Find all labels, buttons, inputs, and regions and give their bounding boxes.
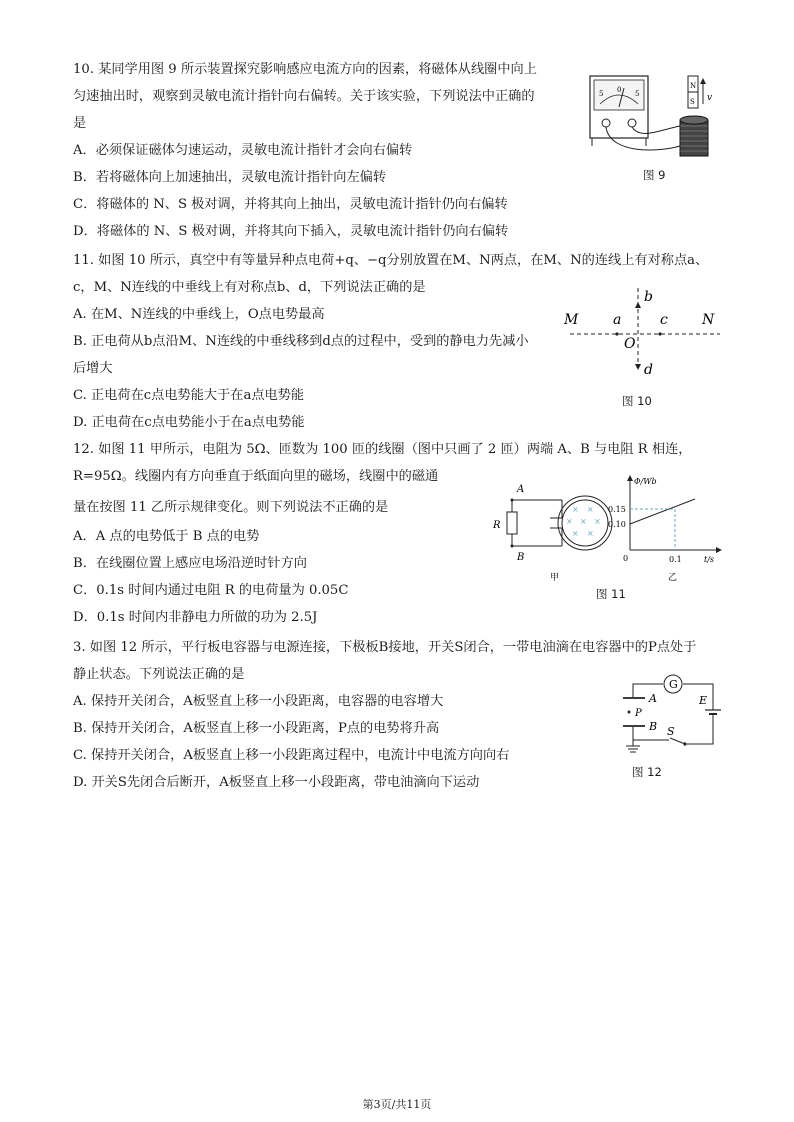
q10-line-3: 是 (73, 116, 87, 131)
switch-s-label: S (667, 725, 675, 738)
q12-option-c: C．0.1s 时间内通过电阻 R 的电荷量为 0.05C (73, 583, 349, 598)
q10-line-1: 10. 某同学用图 9 所示装置探究影响感应电流方向的因素，将磁体从线圈中向上 (73, 62, 537, 77)
label-yi: 乙 (668, 573, 678, 583)
point-p-label: P (635, 708, 642, 719)
time-axis-label-text: t/s (704, 555, 715, 564)
plate-b-label: B (649, 720, 658, 733)
velocity-label: v (707, 93, 713, 103)
svg-text:×: × (572, 505, 579, 514)
tick-01: 0.1 (669, 555, 682, 564)
magnet-n-label: N (690, 82, 697, 90)
galvanometer-coil-diagram (580, 60, 730, 165)
scale-right-label: 5 (635, 90, 640, 98)
label-n: N (702, 312, 715, 328)
figure-9 (580, 60, 730, 165)
label-b: b (644, 289, 653, 305)
q11-option-d: D. 正电荷在c点电势能小于在a点电势能 (73, 415, 305, 430)
svg-text:×: × (580, 517, 587, 526)
svg-text:×: × (587, 529, 594, 538)
label-resistor: R (493, 520, 501, 531)
q11-option-b-cont: 后增大 (73, 361, 113, 376)
figure-10 (560, 282, 730, 382)
q10-option-a: A．必须保证磁体匀速运动，灵敏电流计指针才会向右偏转 (73, 143, 413, 158)
svg-text:×: × (587, 505, 594, 514)
q10-option-c: C．将磁体的 N、S 极对调，并将其向上抽出，灵敏电流计指针仍向右偏转 (73, 197, 508, 212)
label-a-point: A (517, 484, 525, 495)
figure-11 (490, 472, 730, 587)
scale-mid-label: 0 (617, 86, 622, 94)
q13-option-c: C. 保持开关闭合，A板竖直上移一小段距离过程中，电流计中电流方向向右 (73, 748, 510, 763)
svg-text:×: × (566, 517, 573, 526)
q12-option-a: A．A 点的电势低于 B 点的电势 (73, 529, 260, 544)
figure-12 (615, 668, 725, 753)
q13-line-2: 静止状态。下列说法正确的是 (73, 667, 245, 682)
q12-line-2: R=95Ω。线圈内有方向垂直于纸面向里的磁场，线圈中的磁通 (73, 469, 439, 484)
q11-line-1: 11. 如图 10 所示，真空中有等量异种点电荷+q、−q分别放置在M、N两点，在M、N的连线上有对称点a、 (73, 253, 709, 268)
q13-line-1: 3. 如图 12 所示，平行板电容器与电源连接，下极板B接地，开关S闭合，一带电油滴在电容器中的P点处于 (73, 640, 697, 655)
tick-010: 0.10 (608, 520, 626, 529)
label-c: c (660, 312, 668, 328)
q12-line-3: 量在按图 11 乙所示规律变化。则下列说法不正确的是 (73, 500, 389, 515)
label-a: a (613, 312, 622, 328)
dipole-field-diagram (560, 282, 730, 382)
q10-option-b: B．若将磁体向上加速抽出，灵敏电流计指针向左偏转 (73, 170, 387, 185)
q11-line-2: c，M、N连线的中垂线上有对称点b、d，下列说法正确的是 (73, 280, 426, 295)
galvanometer-label: G (669, 678, 678, 691)
label-m: M (564, 312, 579, 328)
page-footer: 第3页/共11页 (362, 1098, 432, 1111)
q11-option-a: A. 在M、N连线的中垂线上，O点电势最高 (73, 307, 325, 322)
figure-12-caption: 图 12 (632, 765, 662, 779)
q10-line-2: 匀速抽出时，观察到灵敏电流计指针向右偏转。关于该实验，下列说法中正确的 (73, 89, 535, 104)
label-d: d (644, 362, 653, 378)
battery-e-label: E (699, 694, 708, 707)
plate-a-label: A (649, 692, 657, 705)
q13-option-d: D. 开关S先闭合后断开，A板竖直上移一小段距离，带电油滴向下运动 (73, 775, 480, 790)
label-jia: 甲 (550, 573, 560, 583)
origin-label: 0 (623, 554, 629, 563)
capacitor-circuit-diagram (615, 668, 725, 753)
magnet-s-label: S (690, 98, 695, 106)
q12-option-b: B．在线圈位置上感应电场沿逆时针方向 (73, 556, 307, 571)
flux-axis-label: Φ/Wb (634, 477, 657, 486)
tick-015: 0.15 (608, 505, 626, 514)
scale-left-label: 5 (599, 90, 604, 98)
svg-text:×: × (572, 529, 579, 538)
q12-option-d: D．0.1s 时间内非静电力所做的功为 2.5J (73, 610, 318, 625)
coil-and-flux-graph (490, 472, 730, 587)
figure-9-caption: 图 9 (643, 168, 666, 182)
svg-text:×: × (594, 517, 601, 526)
q13-option-b: B. 保持开关闭合，A板竖直上移一小段距离，P点的电势将升高 (73, 721, 440, 736)
q12-line-1: 12. 如图 11 甲所示，电阻为 5Ω、匝数为 100 匝的线圈（图中只画了 2 匝）两端 A、B 与电阻 R 相连， (73, 442, 692, 457)
figure-10-caption: 图 10 (622, 394, 652, 408)
q11-option-c: C. 正电荷在c点电势能大于在a点电势能 (73, 388, 305, 403)
q13-option-a: A. 保持开关闭合，A板竖直上移一小段距离，电容器的电容增大 (73, 694, 444, 709)
label-b-point: B (517, 552, 525, 563)
q10-option-d: D．将磁体的 N、S 极对调，并将其向下插入，灵敏电流计指针仍向右偏转 (73, 224, 509, 239)
figure-11-caption: 图 11 (596, 587, 626, 601)
q11-option-b: B. 正电荷从b点沿M、N连线的中垂线移到d点的过程中，受到的静电力先减小 (73, 334, 529, 349)
label-o: O (624, 336, 636, 352)
